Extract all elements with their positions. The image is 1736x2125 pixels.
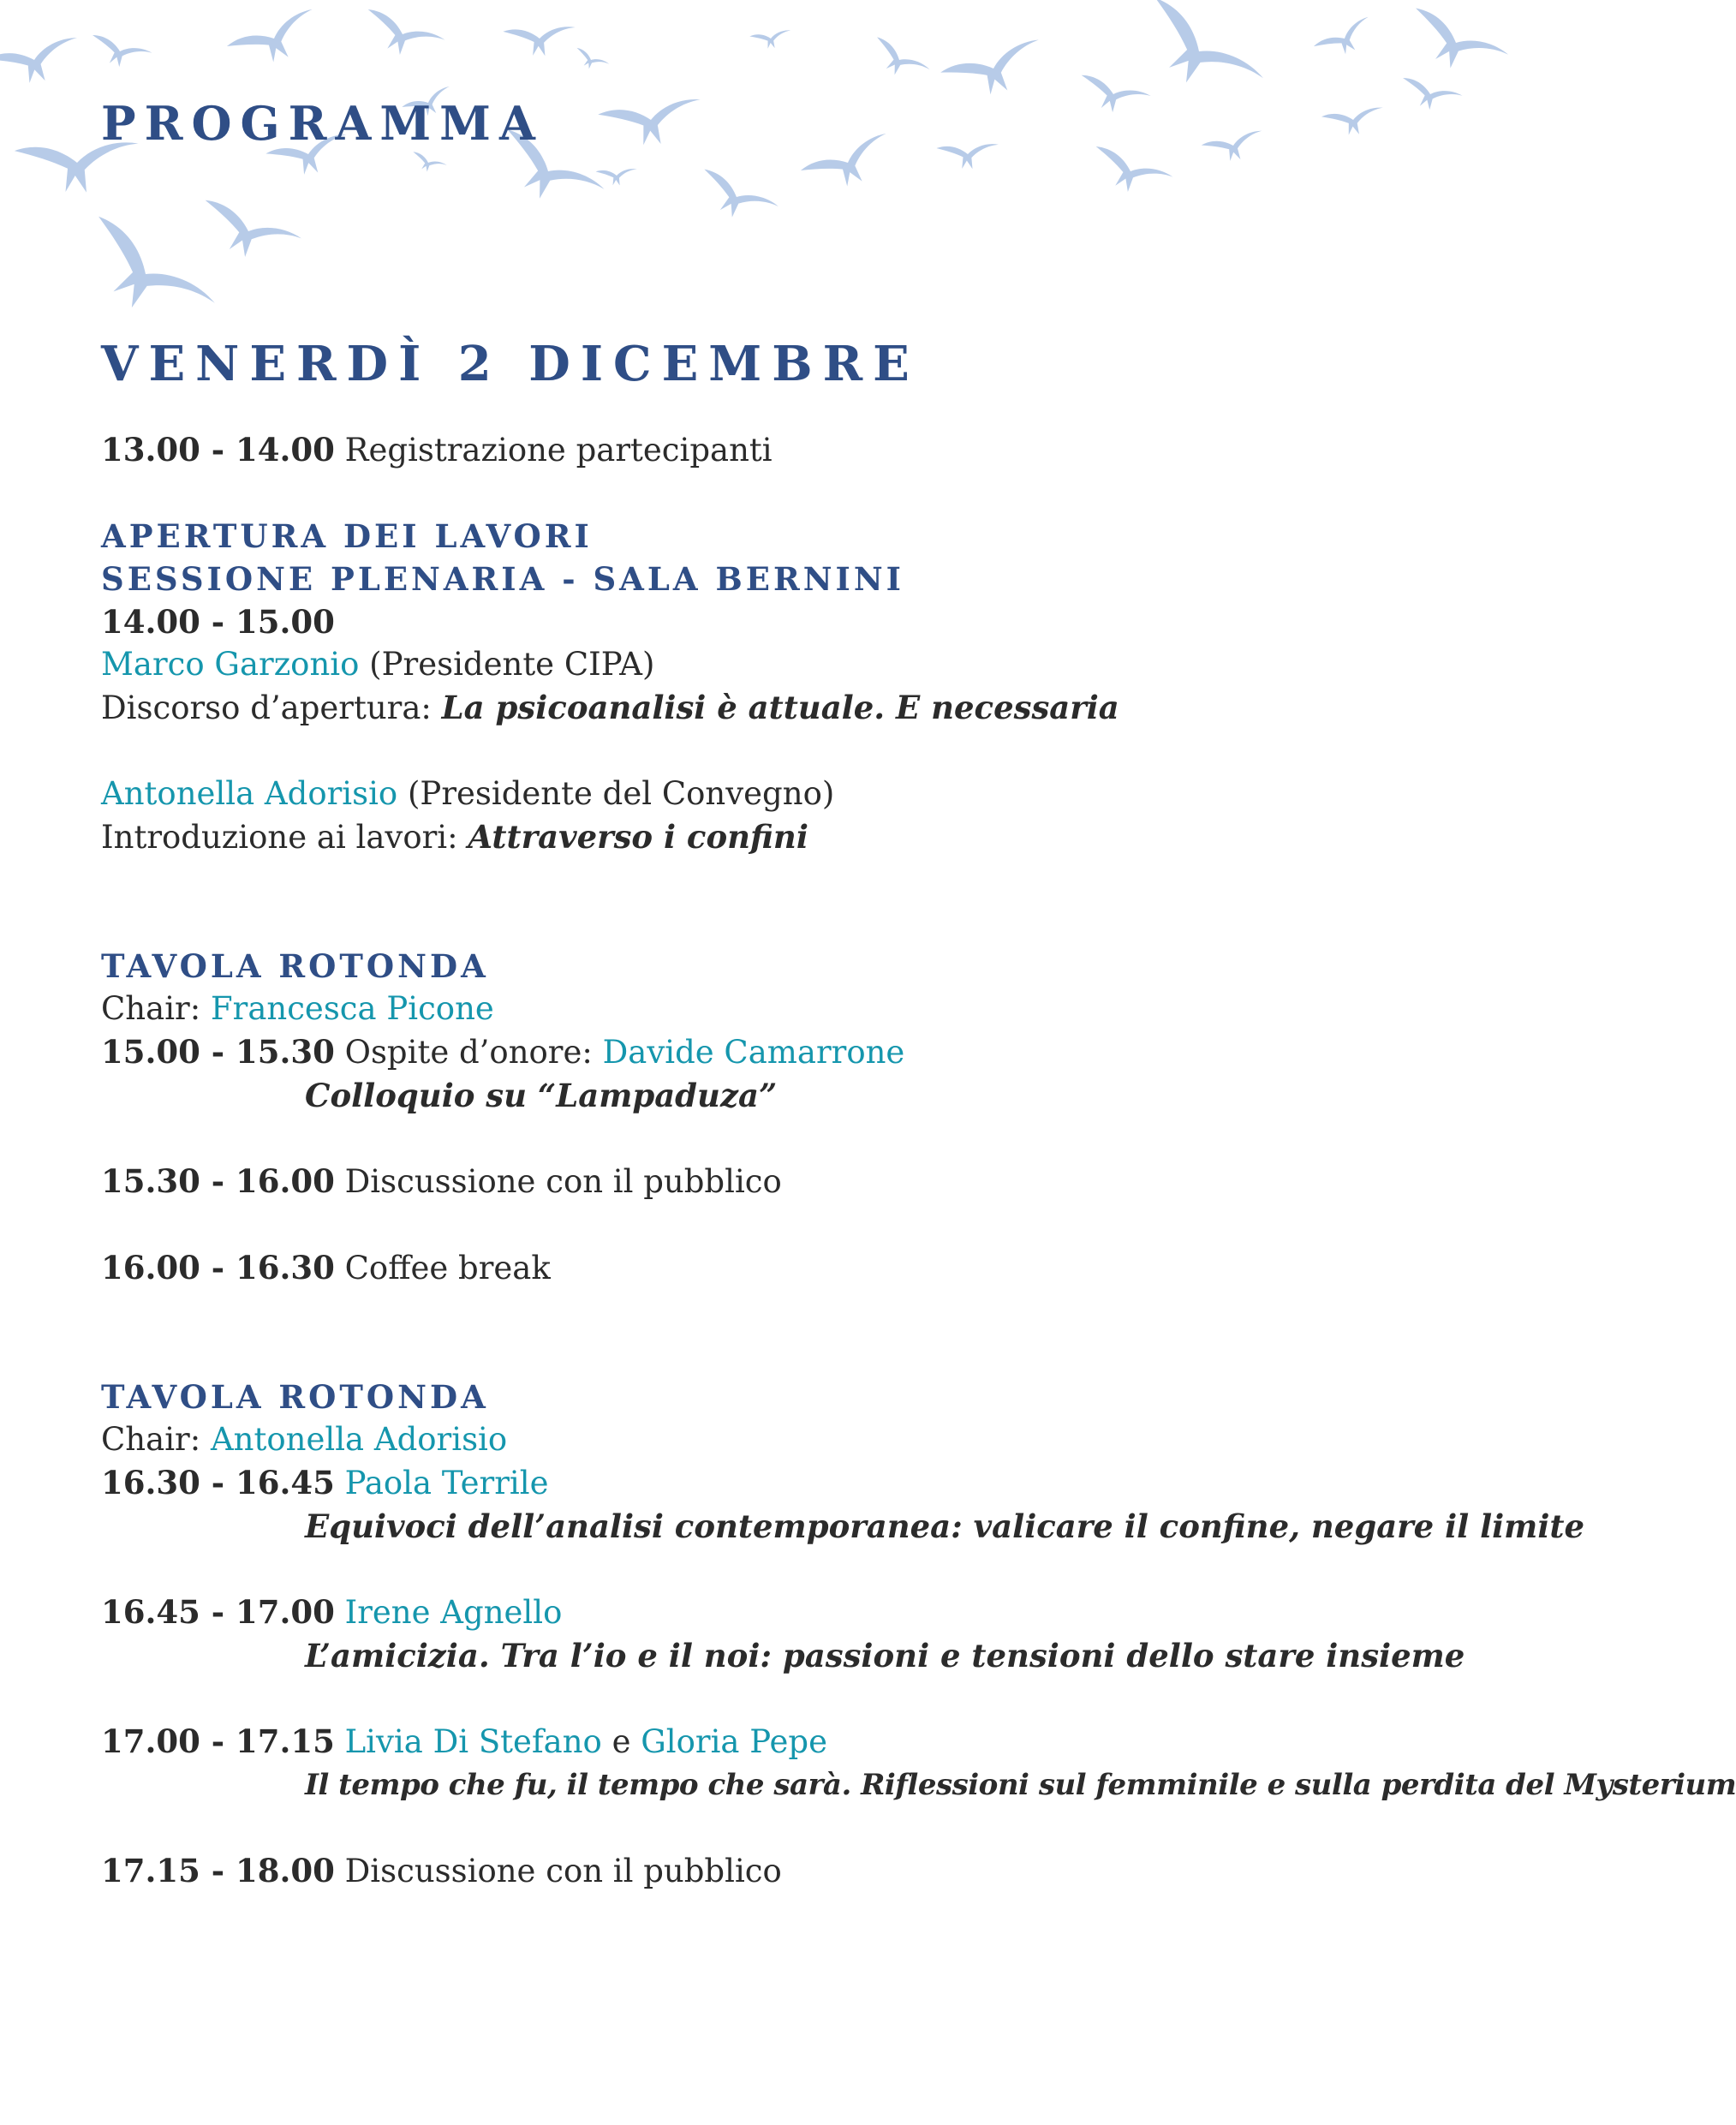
swallow-icon [1399, 77, 1464, 115]
swallow-icon [598, 87, 709, 158]
talk-title: L’amicizia. Tra l’io e il noi: passioni e tensioni dello stare insieme [305, 1637, 1465, 1674]
talk-title: Il tempo che fu, il tempo che sarà. Riflessioni sul femminile e sulla perdita del Mysterium [305, 1768, 1736, 1802]
swallow-icon [503, 19, 579, 63]
swallow-icon [359, 9, 448, 65]
section-heading: TAVOLA ROTONDA [101, 1378, 489, 1416]
speaker-name: Marco Garzonio [101, 646, 360, 683]
swallow-icon [1314, 10, 1380, 68]
swallow-icon [596, 164, 640, 189]
program-item [101, 1461, 1471, 1505]
program-item [101, 1030, 1471, 1074]
item-text: Discussione con il pubblico [344, 1853, 782, 1889]
time-slot: 14.00 - 15.00 [101, 603, 335, 641]
program-item [101, 1720, 1471, 1764]
item-text: Registrazione partecipanti [344, 432, 773, 469]
swallow-icon [866, 37, 934, 87]
program-item [101, 1849, 1471, 1893]
swallow-icon [936, 137, 1001, 175]
talk-line [101, 686, 1471, 730]
swallow-icon [409, 152, 448, 176]
swallow-icon [749, 26, 794, 54]
chair-label: Chair: [101, 990, 201, 1027]
item-text: Coffee break [344, 1250, 551, 1286]
time-slot: 16.00 - 16.30 [101, 1249, 335, 1286]
talk-label: Discorso d’apertura: [101, 689, 432, 726]
swallow-icon [1400, 8, 1512, 86]
swallow-icon [1087, 146, 1176, 202]
program-content [101, 428, 1736, 1893]
swallow-icon [1076, 75, 1152, 118]
swallow-icon [692, 169, 782, 231]
time-slot: 17.15 - 18.00 [101, 1852, 335, 1889]
swallow-icon [1321, 100, 1388, 142]
talk-title: La psicoanalisi è attuale. E necessaria [441, 689, 1119, 726]
swallow-icon [940, 28, 1053, 113]
section-heading: APERTURA DEI LAVORI [101, 517, 593, 555]
time-slot: 15.30 - 16.00 [101, 1162, 335, 1200]
talk-label: Introduzione ai lavori: [101, 819, 458, 856]
speaker-name: Livia Di Stefano [344, 1723, 602, 1760]
time-slot: 13.00 - 14.00 [101, 431, 335, 469]
swallow-icon [571, 48, 611, 75]
time-slot: 17.00 - 17.15 [101, 1722, 335, 1760]
page-title: PROGRAMMA [101, 96, 544, 151]
speaker-name: Gloria Pepe [641, 1723, 827, 1760]
program-item [101, 1591, 1471, 1634]
chair-line [101, 1418, 1471, 1461]
chair-name: Francesca Picone [210, 990, 494, 1027]
talk-title: Attraverso i confini [468, 818, 808, 856]
speaker-role: (Presidente del Convegno) [407, 775, 835, 812]
conjunction: e [611, 1723, 631, 1760]
section-subheading: SESSIONE PLENARIA - SALA BERNINI [101, 560, 904, 598]
swallow-icon [68, 216, 224, 343]
time-slot: 16.30 - 16.45 [101, 1464, 335, 1501]
item-label: Ospite d’onore: [344, 1034, 593, 1071]
swallow-icon [194, 200, 305, 270]
day-title: VENERDÌ 2 DICEMBRE [101, 336, 920, 392]
speaker-line [101, 643, 1471, 686]
speaker-name: Paola Terrile [344, 1465, 549, 1501]
swallow-icon [0, 27, 87, 98]
time-slot: 15.00 - 15.30 [101, 1033, 335, 1071]
chair-name: Antonella Adorisio [210, 1421, 508, 1458]
program-item [101, 1246, 1471, 1290]
speaker-name: Davide Camarrone [602, 1034, 905, 1071]
speaker-line [101, 773, 1471, 815]
speaker-name: Irene Agnello [344, 1594, 563, 1631]
chair-line [101, 988, 1471, 1030]
program-item [101, 1160, 1471, 1203]
swallow-icon [1126, 0, 1271, 115]
registration-line [101, 428, 1471, 472]
talk-title: Colloquio su “Lampaduza” [305, 1077, 778, 1114]
swallow-icon [88, 34, 153, 72]
swallow-icon [1202, 123, 1269, 170]
speaker-role: (Presidente CIPA) [369, 646, 655, 683]
item-text: Discussione con il pubblico [344, 1163, 782, 1200]
talk-line [101, 815, 1471, 859]
section-heading: TAVOLA ROTONDA [101, 947, 489, 985]
swallow-icon [800, 123, 900, 205]
swallow-icon [226, 0, 326, 81]
swallows-decoration [0, 0, 1502, 325]
time-slot: 16.45 - 17.00 [101, 1593, 335, 1631]
speaker-name: Antonella Adorisio [101, 775, 398, 812]
talk-title: Equivoci dell’analisi contemporanea: valicare il confine, negare il limite [305, 1507, 1585, 1545]
chair-label: Chair: [101, 1421, 201, 1458]
